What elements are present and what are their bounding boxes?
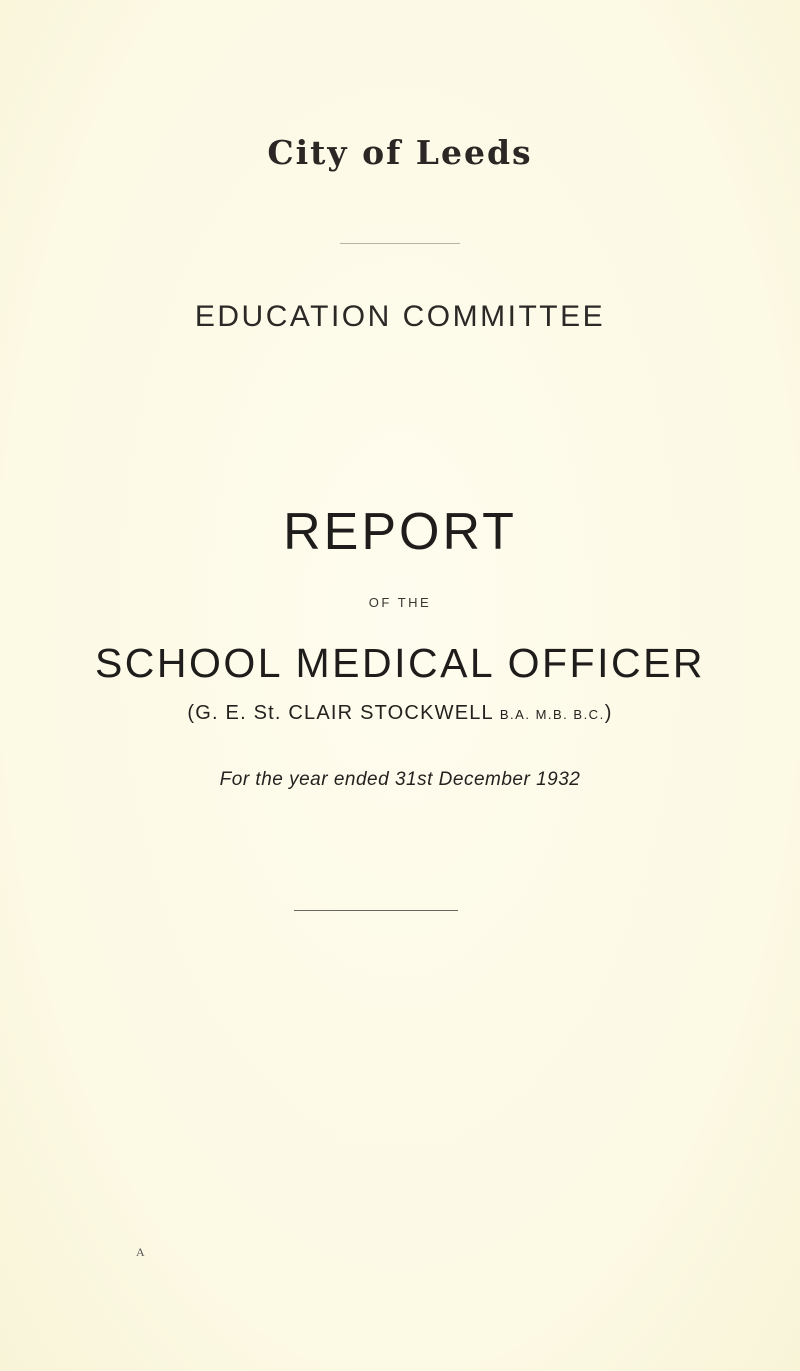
report-period: For the year ended 31st December 1932 bbox=[219, 769, 581, 790]
city-heading: City of Leeds bbox=[267, 133, 533, 172]
officer-title: SCHOOL MEDICAL OFFICER bbox=[94, 640, 706, 686]
report-title: REPORT bbox=[283, 503, 517, 561]
author-degrees: B.A. M.B. B.C. bbox=[499, 707, 605, 722]
author-close: ) bbox=[604, 702, 613, 724]
author-line bbox=[0, 702, 800, 725]
committee-heading: EDUCATION COMMITTEE bbox=[194, 300, 606, 333]
page-marker: A bbox=[136, 1245, 145, 1259]
divider-top bbox=[340, 243, 460, 244]
divider-bottom bbox=[294, 910, 458, 911]
of-the-label: OF THE bbox=[368, 595, 432, 610]
author-name: (G. E. St. CLAIR STOCKWELL bbox=[187, 702, 500, 724]
